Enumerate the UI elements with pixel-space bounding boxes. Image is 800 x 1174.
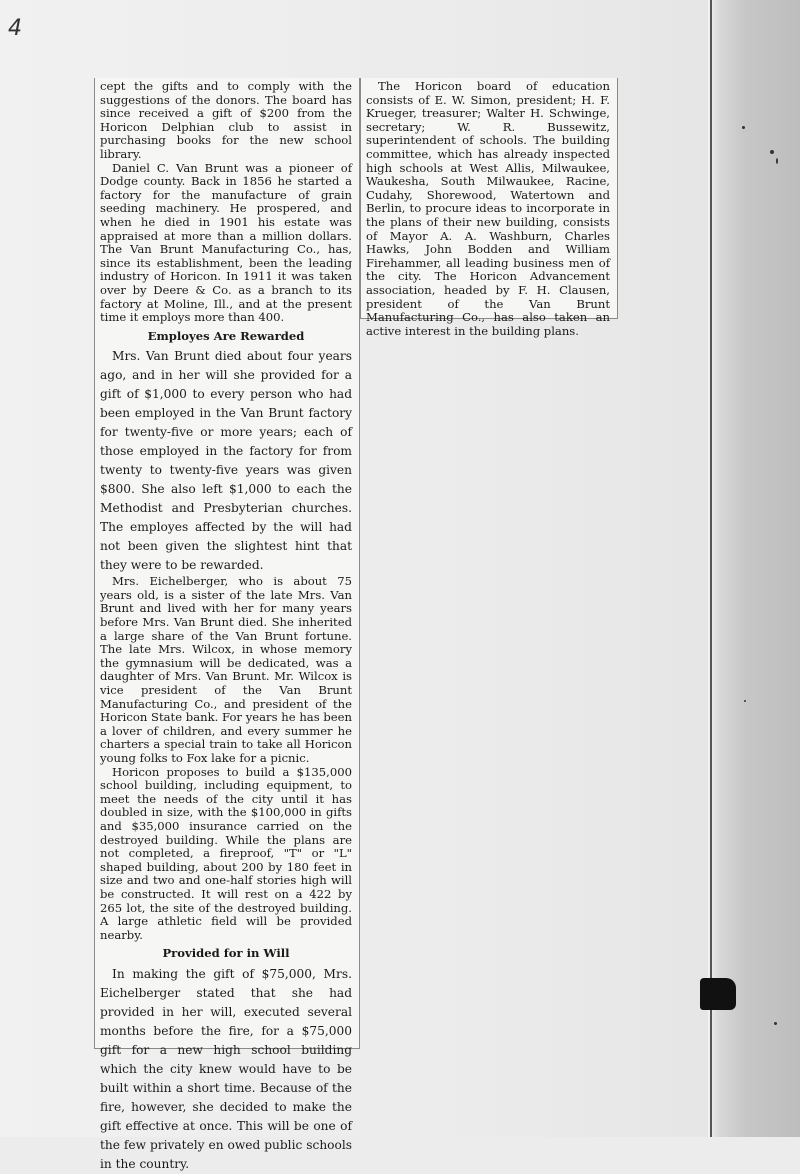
page-number: 4 bbox=[8, 16, 22, 41]
paragraph: Daniel C. Van Brunt was a pioneer of Dodge county. Back in 1856 he started a factory for the manufacture of grain seeding machinery. He prospered, and when he died in 1901 his estate was appraised at more than a million dollars. The Van Brunt Manufacturing Co., has, since its establishment, been the leading industry of Horicon. In 1911 it was taken over by Deere & Co. as a branch to its factory at Moline, Ill., and at the present time it employs more than 400. bbox=[100, 160, 352, 325]
ink-speck bbox=[776, 158, 778, 164]
article-column-1 bbox=[100, 80, 352, 1174]
subheading-provided-in-will: Provided for in Will bbox=[162, 946, 290, 961]
paragraph: cept the gifts and to comply with the suggestions of the donors. The board has since received a gift of $200 from the Horicon Delphian club to assist in purchasing books for the new school library. bbox=[100, 79, 352, 161]
paragraph: The Horicon board of education consists of E. W. Simon, president; H. F. Krueger, treasurer; Walter H. Schwinge, secretary; W. R. Bussewitz, superintendent of schools. The building committee, which has already inspected high schools at West Allis, Milwaukee, Waukesha, South Milwaukee, Racine, Cudahy, Shorewood, Watertown and Berlin, to procure ideas to incorporate in the plans of their new building, consists of Mayor A. A. Washburn, Charles Hawks, John Bodden and William Firehammer, all leading business men of the city. The Horicon Advancement association, headed by F. H. Clausen, president of the Van Brunt Manufacturing Co., has also taken an active interest in the building plans. bbox=[366, 79, 610, 338]
paragraph: Mrs. Eichelberger, who is about 75 years old, is a sister of the late Mrs. Van Brunt and lived with her for many years before Mrs. Van Brunt died. She inherited a large share of the Van Brunt fortune. The late Mrs. Wilcox, in whose memory the gymnasium will be dedicated, was a daughter of Mrs. Van Brunt. Mr. Wilcox is vice president of the Van Brunt Manufacturing Co., and president of the Horicon State bank. For years he has been a lover of children, and every summer he charters a special train to take all Horicon young folks to Fox lake for a picnic. bbox=[100, 574, 352, 765]
ink-smudge bbox=[700, 978, 736, 1010]
ink-speck bbox=[744, 700, 746, 702]
ink-speck bbox=[774, 1022, 777, 1025]
page-fold-line bbox=[710, 0, 712, 1137]
paragraph: Horicon proposes to build a $135,000 school building, including equipment, to meet the needs of the city until it has doubled in size, with the $100,000 in gifts and $35,000 insurance carried on the destroyed building. While the plans are not completed, a fireproof, "T" or "L" shaped building, about 200 by 180 feet in size and two and one-half stories high will be constructed. It will rest on a 422 by 265 lot, the site of the destroyed building. A large athletic field will be provided nearby. bbox=[100, 764, 352, 942]
paragraph: In making the gift of $75,000, Mrs. Eichelberger stated that she had provided in her will, executed several months before the fire, for a $75,000 gift for a new high school building which the city knew would have to be built within a short time. Because of the fire, however, she decided to make the gift effective at once. This will be one of the few privately en owed public schools in the country. bbox=[100, 966, 352, 1171]
ink-speck bbox=[742, 126, 745, 129]
paragraph: Mrs. Van Brunt died about four years ago, and in her will she provided for a gift of $1,000 to every person who had been employed in the Van Brunt factory for twenty-five or more years; each of those employed in the factory for from twenty to twenty-five years was given $800. She also left $1,000 to each the Methodist and Presbyterian churches. The employes affected by the will had not been given the slightest hint that they were to be rewarded. bbox=[100, 349, 352, 573]
subheading-employes-rewarded: Employes Are Rewarded bbox=[147, 328, 305, 343]
ink-speck bbox=[770, 150, 774, 154]
page-edge-strip bbox=[708, 0, 800, 1137]
article-column-2 bbox=[366, 80, 610, 338]
